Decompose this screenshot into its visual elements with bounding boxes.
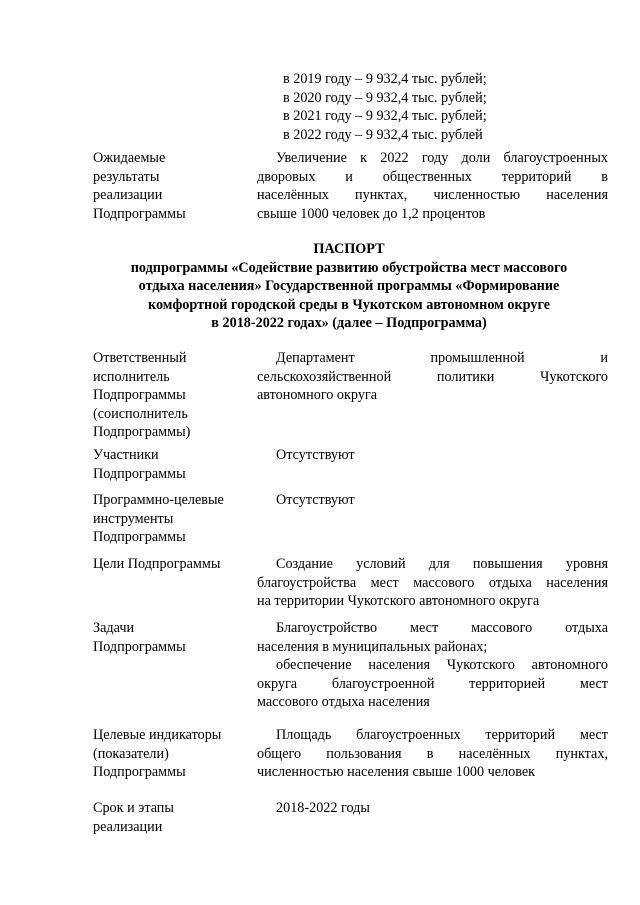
row-label: Целевые индикаторы (показатели) Подпрограммы xyxy=(93,727,222,780)
funding-line: в 2020 году – 9 932,4 тыс. рублей; xyxy=(283,89,487,106)
row-value: 2018-2022 годы xyxy=(276,800,370,816)
passport-title: ПАСПОРТ подпрограммы «Содействие развитию обустройства мест массового отдыха населения» Государственной программы «Формирование комфортной городской среды в Чукотском автономном округе в 2018-2022 годах» (далее – Подпрограмма) xyxy=(60,240,638,333)
row-label: Ответственный исполнитель Подпрограммы (соисполнитель Подпрограммы) xyxy=(93,350,191,440)
row-value: Создание условий для повышения уровня благоустройства мест массового отдыха населения на территории Чукотского автономного округа xyxy=(257,556,608,609)
row-value: Департамент промышленной и сельскохозяйственной политики Чукотского автономного округа xyxy=(257,350,608,403)
row-label: Участники Подпрограммы xyxy=(93,447,186,482)
row-label: Цели Подпрограммы xyxy=(93,556,221,572)
row-label: Ожидаемые результаты реализации Подпрограммы xyxy=(93,150,186,222)
row-value: Площадь благоустроенных территорий мест общего пользования в населённых пунктах, численностью населения свыше 1000 человек xyxy=(257,727,608,780)
row-label: Срок и этапы реализации xyxy=(93,800,174,835)
row-value: Увеличение к 2022 году доли благоустроенных дворовых и общественных территорий в населённых пунктах, численностью населения свыше 1000 человек до 1,2 процентов xyxy=(257,150,608,222)
row-label: Программно-целевые инструменты Подпрограммы xyxy=(93,492,224,545)
row-value: Отсутствуют xyxy=(276,447,355,463)
row-value: Благоустройство мест массового отдыха населения в муниципальных районах; обеспечение населения Чукотского автономного округа благоустроенной территорией мест массового отдыха населения xyxy=(257,620,608,710)
funding-line: в 2021 году – 9 932,4 тыс. рублей; xyxy=(283,108,487,124)
row-label: Задачи Подпрограммы xyxy=(93,620,186,655)
funding-line: в 2022 году – 9 932,4 тыс. рублей xyxy=(283,126,483,143)
funding-lines xyxy=(283,70,613,144)
row-value: Отсутствуют xyxy=(276,492,355,508)
funding-line: в 2019 году – 9 932,4 тыс. рублей; xyxy=(283,71,487,87)
passport-heading: ПАСПОРТ xyxy=(313,241,385,257)
